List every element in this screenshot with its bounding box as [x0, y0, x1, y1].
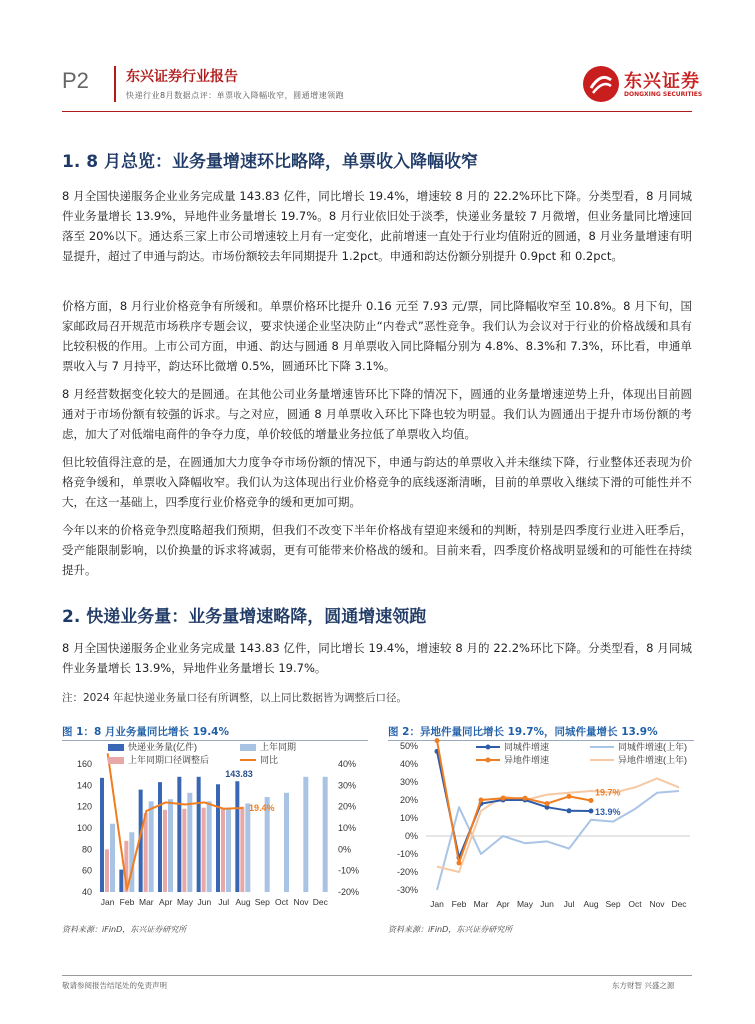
footer-disclaimer: 敬请参阅报告结尾处的免责声明 — [62, 981, 167, 990]
y-right-tick-label: 0% — [338, 844, 352, 855]
section-1-para-4 — [62, 452, 692, 512]
x-tick-label: Nov — [293, 897, 309, 907]
legend-marker — [486, 758, 491, 763]
paragraph-text: 8 月经营数据变化较大的是圆通。在其他公司业务量增速皆环比下降的情况下，圆通的业务量增速逆势上升，体现出目前圆通对于市场份额有较强的诉求。与之对应，圆通 8 月单票收入环比下降也较为明显。我们认为圆通出于提升市场份额的考虑，加大了对低端电商件的争夺力度，单价较低的增量业务拉低了单票收入均值。 — [62, 387, 692, 441]
paragraph-text: 价格方面，8 月行业价格竞争有所缓和。单票价格环比提升 0.16 元至 7.93 元/票，同比降幅收窄至 10.8%。8 月下旬，国家邮政局召开规范市场秩序专题会议，要求快递企业坚决防止“内卷式”恶性竞争。我们认为会议对于行业的价格战缓和具有比较积极的作用。上市公司方面，申通、韵达与圆通 8 月单票收入同比降幅分别为 4.8%、8.3%和 7.3%，环比看，申通单票收入与 7 月持平，韵达环比微增 0.5%，圆通环比下降 3.1%。 — [62, 299, 692, 373]
bar-prev-adjusted — [182, 809, 186, 892]
section-1-para-3 — [62, 384, 692, 444]
fig1-source: 资料来源：iFinD，东兴证券研究所 — [62, 925, 187, 934]
bar-prev-adjusted — [221, 808, 225, 892]
x-tick-label: Jul — [218, 897, 230, 907]
x-tick-label: Feb — [119, 897, 135, 907]
legend-swatch — [108, 744, 124, 751]
point-series-2 — [523, 796, 528, 801]
bar-current — [177, 777, 181, 892]
x-tick-label: Nov — [649, 899, 665, 909]
x-tick-label: Dec — [312, 897, 328, 907]
point-series-0 — [567, 808, 572, 813]
bar-current — [235, 781, 239, 892]
legend-label: 上年同期 — [260, 742, 297, 752]
footer-rule — [62, 975, 692, 976]
bar-prev-year — [187, 793, 192, 892]
bar-prev-year — [207, 801, 212, 892]
x-tick-label: Jan — [100, 897, 115, 907]
point-series-2 — [479, 798, 484, 803]
y-right-tick-label: -20% — [338, 887, 360, 897]
bar-prev-adjusted — [202, 808, 206, 892]
x-tick-label: May — [176, 897, 194, 907]
legend-swatch — [240, 744, 256, 751]
header-divider — [114, 66, 116, 102]
y-tick-label: 40% — [399, 759, 418, 769]
fig1-title: 图 1：8 月业务量同比增长 19.4% — [62, 726, 230, 738]
bar-prev-year — [110, 824, 115, 892]
x-tick-label: Apr — [496, 899, 510, 909]
y-left-tick-label: 160 — [76, 759, 92, 769]
point-series-2 — [501, 796, 506, 801]
fig1-chart — [62, 742, 372, 914]
paragraph-text: 但比较值得注意的是，在圆通加大力度争夺市场份额的情况下，申通与韵达的单票收入并未继续下降，行业整体还表现为价格竞争缓和，单票收入降幅收窄。我们认为这体现出行业价格竞争的底线逐渐清晰，目前的单票收入继续下滑的可能性并不大，在这一基础上，四季度行业价格竞争的缓和更加可期。 — [62, 455, 692, 509]
x-tick-label: May — [516, 899, 534, 909]
x-tick-label: Sep — [254, 897, 270, 907]
line-series-0 — [437, 751, 591, 857]
logo-text-cn: 东兴证券 — [624, 71, 700, 92]
x-tick-label: Oct — [275, 897, 289, 907]
legend-label: 异地件增速(上年) — [618, 755, 687, 765]
y-right-tick-label: 10% — [338, 823, 357, 833]
x-tick-label: Mar — [473, 899, 489, 909]
x-tick-label: Sep — [605, 899, 621, 909]
bar-prev-year — [303, 777, 308, 892]
legend-label: 异地件增速 — [504, 755, 550, 765]
x-tick-label: Dec — [671, 899, 687, 909]
y-left-tick-label: 140 — [76, 780, 92, 791]
point-series-2 — [589, 798, 594, 803]
bar-prev-adjusted — [105, 849, 109, 892]
bar-prev-year — [323, 777, 328, 892]
y-left-tick-label: 40 — [81, 887, 92, 897]
legend-marker — [486, 745, 491, 750]
y-right-tick-label: 30% — [338, 780, 357, 791]
legend-label: 快递业务量(亿件) — [128, 742, 197, 752]
y-left-tick-label: 80 — [81, 844, 92, 855]
point-series-2 — [545, 801, 550, 806]
point-series-2 — [567, 794, 572, 799]
bar-prev-adjusted — [163, 810, 167, 892]
report-subtitle: 快递行业8月数据点评：单票收入降幅收窄，圆通增速领跑 — [126, 91, 345, 100]
y-right-tick-label: -10% — [338, 865, 360, 876]
annotation-remote: 19.7% — [595, 787, 621, 798]
x-tick-label: Aug — [235, 897, 251, 907]
bar-prev-year — [168, 799, 173, 892]
y-tick-label: 50% — [399, 741, 418, 751]
section-2-title: 2. 快递业务量：业务量增速略降，圆通增速领跑 — [62, 607, 427, 627]
fig2-title: 图 2：异地件量同比增长 19.7%，同城件量增长 13.9% — [388, 726, 658, 738]
bar-prev-year — [226, 808, 231, 892]
point-series-2 — [457, 861, 462, 866]
bar-prev-year — [284, 793, 289, 892]
x-tick-label: Jun — [540, 899, 554, 909]
x-tick-label: Mar — [139, 897, 154, 907]
legend-swatch — [108, 757, 124, 764]
bar-current — [119, 870, 123, 892]
y-tick-label: 10% — [399, 813, 418, 823]
x-tick-label: Feb — [451, 899, 467, 909]
y-right-tick-label: 40% — [338, 759, 357, 769]
legend-label: 同城件增速 — [504, 742, 550, 752]
annotation-local: 13.9% — [595, 806, 621, 817]
legend-label: 上年同期口径调整后 — [128, 755, 210, 765]
header-rule — [62, 111, 692, 112]
x-tick-label: Jun — [197, 897, 212, 907]
bar-current — [216, 784, 220, 892]
paragraph-text: 8 月全国快递服务企业业务完成量 143.83 亿件，同比增长 19.4%，增速较 8 月的 22.2%环比下降。分类型看，8 月同城件业务量增长 13.9%，异地件业务量增长 19.7%。8 月行业依旧处于淡季，快递业务量较 7 月微增，但业务量同比增速回落至 20%以下。通达系三家上市公司增速较上月有一定变化，此前增速一直处于行业均值附近的圆通，8 月业务量增速有明显提升，超过了申通与韵达。市场份额较去年同期提升 1.2pct。申通和韵达份额分别提升 0.9pct 和 0.2pct。 — [62, 189, 692, 263]
bar-prev-adjusted — [144, 813, 148, 892]
y-tick-label: 20% — [399, 795, 418, 805]
x-tick-label: Oct — [628, 899, 642, 909]
x-tick-label: Jan — [430, 899, 444, 909]
bar-current — [100, 778, 104, 892]
x-tick-label: Aug — [583, 899, 599, 909]
legend-label: 同城件增速(上年) — [618, 742, 687, 752]
legend-label: 同比 — [260, 755, 279, 765]
point-series-2 — [435, 738, 440, 743]
logo-mark-icon — [583, 66, 619, 102]
fig2-source: 资料来源：iFinD，东兴证券研究所 — [388, 925, 513, 934]
section-2-para — [62, 638, 692, 678]
annotation-yoy: 19.4% — [249, 802, 275, 813]
y-tick-label: 0% — [404, 831, 418, 841]
report-title: 东兴证券行业报告 — [126, 69, 238, 85]
bar-current — [197, 777, 201, 892]
company-logo-icon — [583, 66, 619, 102]
data-note: 注：2024 年起快递业务量口径有所调整，以上同比数据皆为调整后口径。 — [62, 692, 408, 704]
line-series-3 — [437, 778, 679, 872]
bar-prev-adjusted — [240, 807, 244, 892]
section-1-para-1 — [62, 186, 692, 266]
paragraph-text: 今年以来的价格竞争烈度略超我们预期，但我们不改变下半年价格战有望迎来缓和的判断，特别是四季度行业进入旺季后，受产能限制影响，以价换量的诉求将减弱，更有可能带来价格战的缓和。目前来看，四季度价格战明显缓和的可能性在持续提升。 — [62, 523, 692, 577]
y-left-tick-label: 100 — [76, 823, 92, 833]
y-tick-label: -20% — [396, 867, 418, 877]
fig2-chart — [384, 738, 696, 914]
y-left-tick-label: 120 — [76, 801, 92, 812]
y-left-tick-label: 60 — [81, 865, 92, 876]
section-1-title: 1. 8 月总览：业务量增速环比略降，单票收入降幅收窄 — [62, 152, 478, 172]
fig1-rule — [62, 740, 368, 741]
section-1-para-5 — [62, 520, 692, 580]
y-tick-label: -30% — [396, 885, 418, 895]
point-series-0 — [589, 808, 594, 813]
y-tick-label: -10% — [396, 849, 418, 859]
paragraph-text: 8 月全国快递服务企业业务完成量 143.83 亿件，同比增长 19.4%，增速较 8 月的 22.2%环比下降。分类型看，8 月同城件业务量增长 13.9%，异地件业务量增长 19.7%。 — [62, 641, 692, 675]
annotation-volume: 143.83 — [225, 769, 253, 780]
y-right-tick-label: 20% — [338, 801, 357, 812]
bar-prev-year — [149, 801, 154, 892]
footer-slogan: 东方财智 兴盛之源 — [612, 981, 675, 990]
x-tick-label: Jul — [563, 899, 575, 909]
bar-prev-year — [245, 803, 250, 892]
y-tick-label: 30% — [399, 777, 418, 787]
page-number: P2 — [62, 68, 89, 93]
logo-text-en: DONGXING SECURITIES — [624, 91, 703, 98]
line-series-1 — [437, 791, 679, 890]
bar-current — [158, 782, 162, 892]
section-1-para-2 — [62, 296, 692, 376]
x-tick-label: Apr — [159, 897, 173, 907]
